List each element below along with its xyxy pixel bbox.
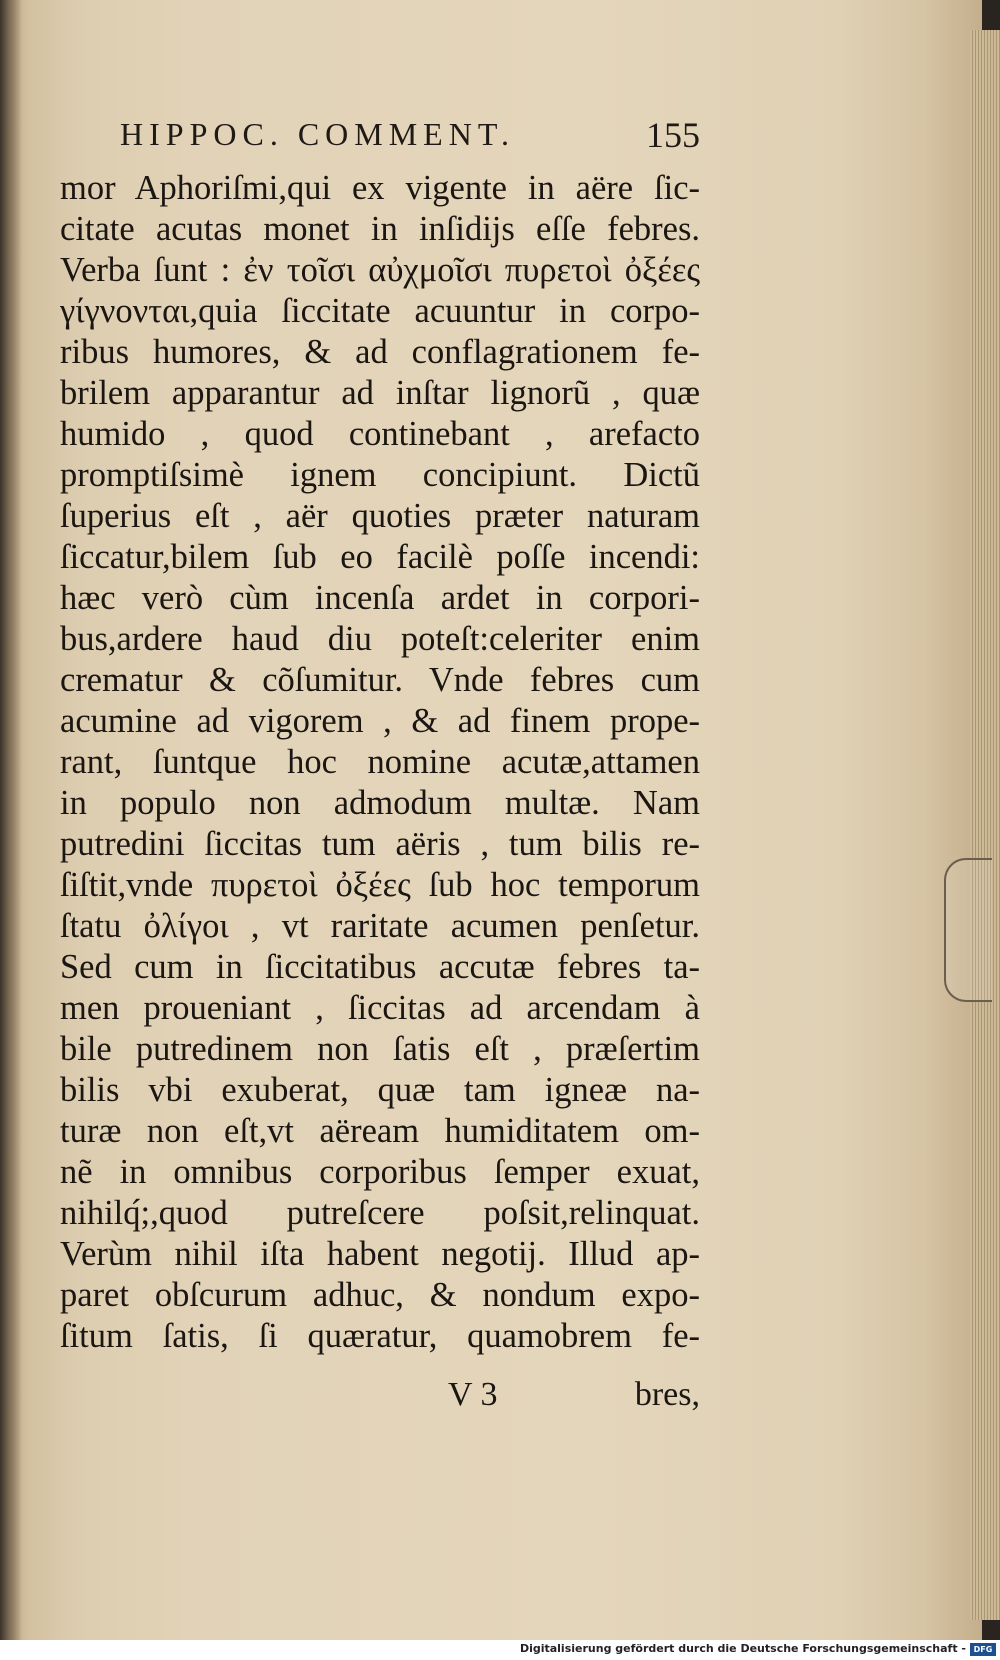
text-line: turæ non eſt,vt aëream humiditatem om- bbox=[60, 1112, 700, 1150]
text-line: ſuperius eſt , aër quoties præter naturam bbox=[60, 497, 700, 535]
credit-bar bbox=[0, 1640, 1000, 1660]
text-line: γίγνονται,quia ſiccitate acuuntur in corpo- bbox=[60, 292, 700, 330]
page-number: 155 bbox=[646, 115, 700, 155]
text-line: paret obſcurum adhuc, & nondum expo- bbox=[60, 1276, 700, 1314]
text-line: hæc verò cùm incenſa ardet in corpori- bbox=[60, 579, 700, 617]
text-line: ſtatu ὀλίγοι , vt raritate acumen penſetur. bbox=[60, 907, 700, 945]
text-line: bus,ardere haud diu poteſt:celeriter enim bbox=[60, 620, 700, 658]
text-line: acumine ad vigorem , & ad finem prope- bbox=[60, 702, 700, 740]
text-line: nẽ in omnibus corporibus ſemper exuat, bbox=[60, 1153, 700, 1191]
signature-mark: V 3 bbox=[448, 1376, 498, 1413]
text-line: in populo non admodum multæ. Nam bbox=[60, 784, 700, 822]
text-line: putredini ſiccitas tum aëris , tum bilis re- bbox=[60, 825, 700, 863]
body-text bbox=[60, 168, 700, 1357]
text-line: Verba ſunt : ἐν τοῖσι αὐχμοῖσι πυρετοὶ ὀξέες bbox=[60, 251, 700, 289]
facing-page-show-through bbox=[2, 120, 42, 1460]
text-line: ſiccatur,bilem ſub eo facilè poſſe incendi: bbox=[60, 538, 700, 576]
text-line: citate acutas monet in inſidijs eſſe febres. bbox=[60, 210, 700, 248]
text-line: ſitum ſatis, ſi quæratur, quamobrem fe- bbox=[60, 1317, 700, 1355]
book-tab-marker bbox=[944, 858, 992, 1002]
text-line: bile putredinem non ſatis eſt , præſertim bbox=[60, 1030, 700, 1068]
running-header bbox=[120, 116, 700, 153]
text-line: bilis vbi exuberat, quæ tam igneæ na- bbox=[60, 1071, 700, 1109]
text-line: Verùm nihil iſta habent negotij. Illud ap- bbox=[60, 1235, 700, 1273]
text-line: mor Aphoriſmi,qui ex vigente in aëre ſic- bbox=[60, 169, 700, 207]
text-line: promptiſsimè ignem concipiunt. Dictũ bbox=[60, 456, 700, 494]
text-line: humido , quod continebant , arefacto bbox=[60, 415, 700, 453]
text-line: crematur & cõſumitur. Vnde febres cum bbox=[60, 661, 700, 699]
text-line: ribus humores, & ad conflagrationem fe- bbox=[60, 333, 700, 371]
text-line: Sed cum in ſiccitatibus accutæ febres ta- bbox=[60, 948, 700, 986]
catchword: bres, bbox=[634, 1376, 700, 1413]
text-line: nihilq́;,quod putreſcere poſsit,relinquat. bbox=[60, 1194, 700, 1232]
page-footer bbox=[60, 1376, 700, 1420]
credit-text: Digitalisierung gefördert durch die Deutsche Forschungsgemeinschaft - bbox=[519, 1642, 966, 1655]
text-line: brilem apparantur ad inſtar lignorũ , quæ bbox=[60, 374, 700, 412]
running-title: HIPPOC. COMMENT. bbox=[120, 116, 515, 152]
dfg-logo-icon: DFG bbox=[970, 1643, 996, 1656]
text-line: men proueniant , ſiccitas ad arcendam à bbox=[60, 989, 700, 1027]
text-line: ſiſtit,vnde πυρετοὶ ὀξέες ſub hoc temporum bbox=[60, 866, 700, 904]
text-line: rant, ſuntque hoc nomine acutæ,attamen bbox=[60, 743, 700, 781]
page-edges bbox=[970, 30, 1000, 1620]
